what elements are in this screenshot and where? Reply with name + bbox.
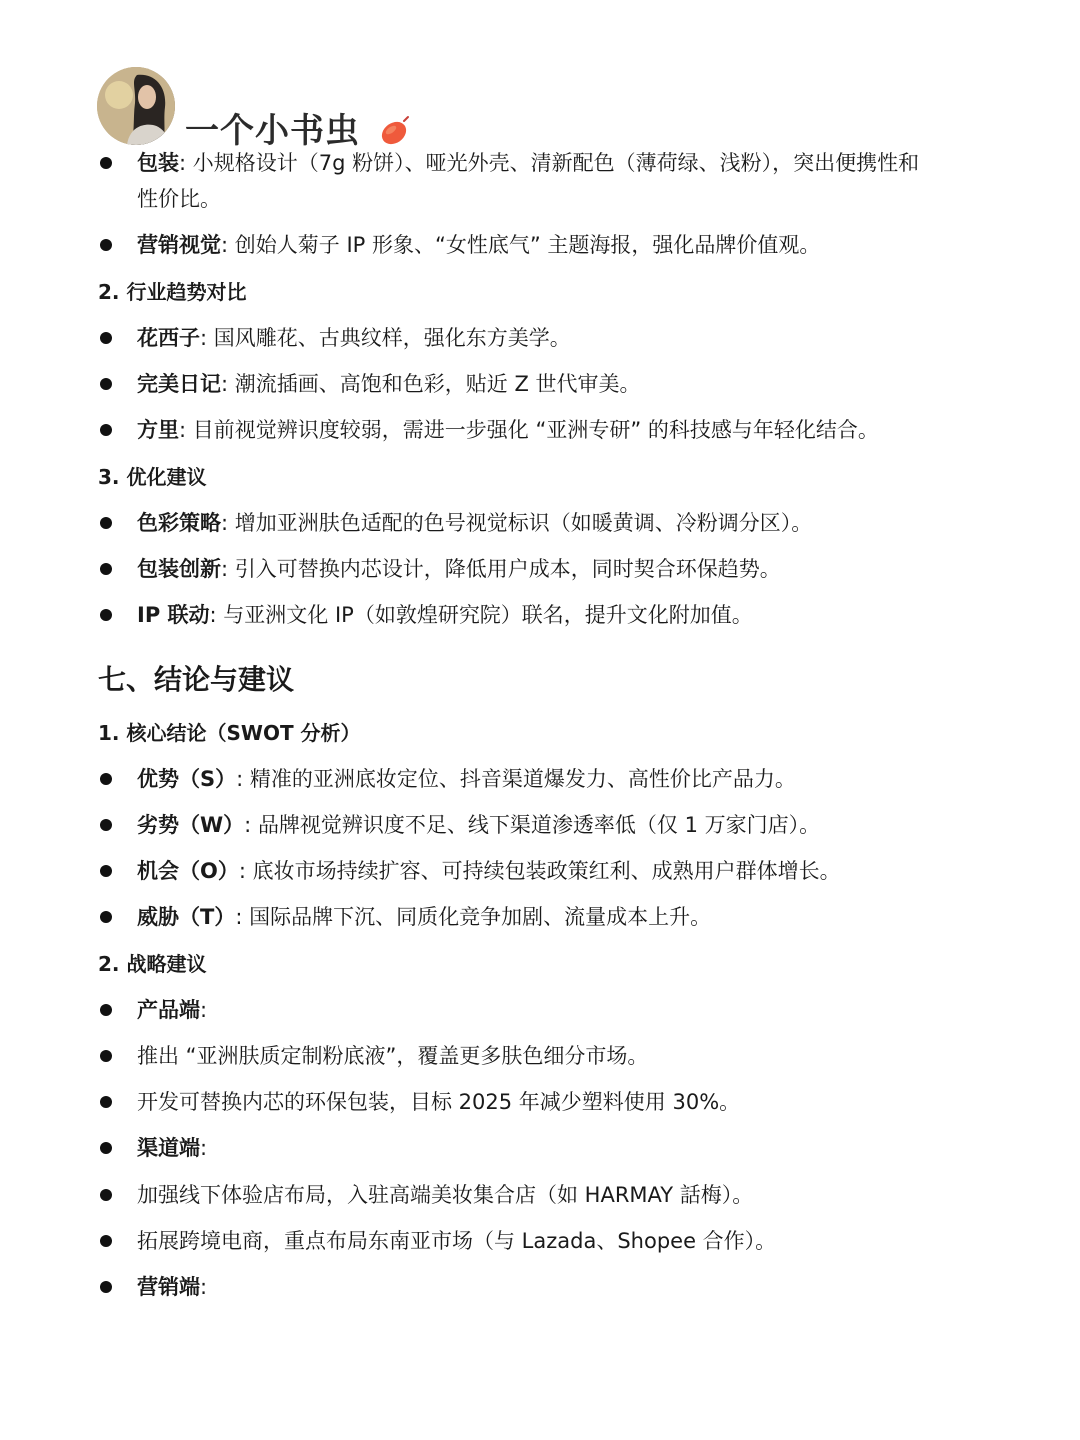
bullet-icon [100, 609, 112, 621]
subheading-optimize: 3. 优化建议 [98, 465, 207, 489]
bullet-icon [100, 424, 112, 436]
bullet-icon [100, 865, 112, 877]
bullet-icon [100, 1281, 112, 1293]
bullet-icon [100, 332, 112, 344]
bullet-icon [100, 1235, 112, 1247]
avatar-photo-icon [97, 67, 175, 145]
avatar[interactable] [97, 67, 175, 145]
bullet-icon [100, 1004, 112, 1016]
bullet-icon [100, 1142, 112, 1154]
item-label: 包装 [137, 151, 179, 175]
subheading-trend: 2. 行业趋势对比 [98, 280, 247, 304]
section-title: 七、结论与建议 [98, 663, 295, 696]
bullet-icon [100, 1050, 112, 1062]
username-text: 一个小书虫 [185, 111, 360, 151]
bullet-icon [100, 517, 112, 529]
subheading-swot: 1. 核心结论（SWOT 分析） [98, 721, 361, 745]
bullet-icon [100, 239, 112, 251]
item-label: 营销视觉 [137, 233, 221, 257]
bullet-icon [100, 1189, 112, 1201]
bullet-icon [100, 819, 112, 831]
subheading-strategy: 2. 战略建议 [98, 952, 207, 976]
bullet-icon [100, 1096, 112, 1108]
bullet-icon [100, 911, 112, 923]
item-text: 创始人菊子 IP 形象、“女性底气” 主题海报，强化品牌价值观。 [234, 233, 821, 257]
bullet-icon [100, 563, 112, 575]
item-text: 小规格设计（7g 粉饼）、哑光外壳、清新配色（薄荷绿、浅粉），突出便携性和 [192, 151, 920, 175]
bullet-icon [100, 378, 112, 390]
bullet-icon [100, 773, 112, 785]
bullet-icon [100, 157, 112, 169]
